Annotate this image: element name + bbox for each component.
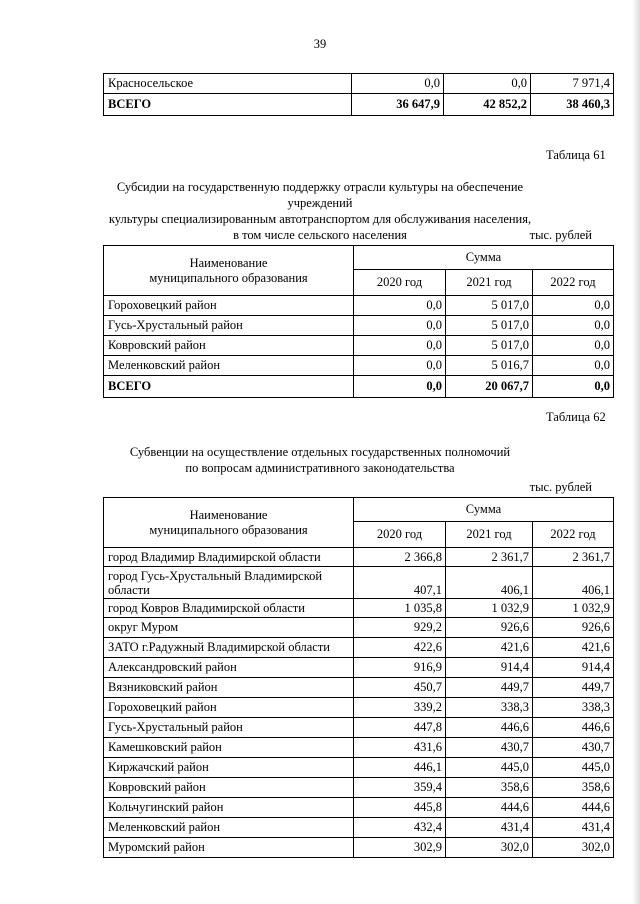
cell-2021: 20 067,7 <box>446 376 533 398</box>
cell-2021: 431,4 <box>446 818 533 838</box>
cell-2020: 431,6 <box>354 738 446 758</box>
cell-2022: 431,4 <box>533 818 614 838</box>
cell-2020: 422,6 <box>354 638 446 658</box>
sum-header: Сумма <box>354 246 614 270</box>
table61-title <box>90 179 550 243</box>
cell-name: город Ковров Владимирской области <box>104 599 354 618</box>
year-2021-header: 2021 год <box>446 270 533 296</box>
cell-name: город Владимир Владимирской области <box>104 548 354 567</box>
cell-2020: 0,0 <box>354 356 446 376</box>
header-row <box>104 498 614 522</box>
cell-2022: 38 460,3 <box>531 94 614 116</box>
total-row <box>104 376 614 398</box>
top-table <box>103 73 614 116</box>
cell-2021: 302,0 <box>446 838 533 858</box>
cell-2021: 926,6 <box>446 618 533 638</box>
table-row <box>104 567 614 599</box>
cell-name: Киржачский район <box>104 758 354 778</box>
cell-name: Ковровский район <box>104 778 354 798</box>
cell-2020: 447,8 <box>354 718 446 738</box>
cell-2021: 430,7 <box>446 738 533 758</box>
cell-name: Вязниковский район <box>104 678 354 698</box>
table61-caption: Таблица 61 <box>546 148 606 162</box>
year-2020-header: 2020 год <box>354 522 446 548</box>
cell-2021: 42 852,2 <box>444 94 531 116</box>
cell-name: Меленковский район <box>104 818 354 838</box>
cell-2020: 36 647,9 <box>352 94 444 116</box>
cell-2020: 446,1 <box>354 758 446 778</box>
table-row <box>104 336 614 356</box>
cell-2022: 7 971,4 <box>531 74 614 94</box>
cell-2020: 302,9 <box>354 838 446 858</box>
year-2020-header: 2020 год <box>354 270 446 296</box>
table-row <box>104 798 614 818</box>
cell-2021: 2 361,7 <box>446 548 533 567</box>
cell-2022: 302,0 <box>533 838 614 858</box>
table62 <box>103 497 614 858</box>
cell-2022: 0,0 <box>533 356 614 376</box>
cell-2021: 445,0 <box>446 758 533 778</box>
table-row <box>104 618 614 638</box>
header-line: муниципального образования <box>149 270 308 285</box>
cell-2022: 444,6 <box>533 798 614 818</box>
title-line: в том числе сельского населения <box>233 228 407 242</box>
table-row <box>104 838 614 858</box>
cell-2020: 0,0 <box>354 316 446 336</box>
cell-2020: 929,2 <box>354 618 446 638</box>
cell-2020: 0,0 <box>354 376 446 398</box>
cell-2020: 445,8 <box>354 798 446 818</box>
cell-2021: 5 016,7 <box>446 356 533 376</box>
cell-2022: 430,7 <box>533 738 614 758</box>
cell-2020: 0,0 <box>354 296 446 316</box>
sum-header: Сумма <box>354 498 614 522</box>
cell-2022: 406,1 <box>533 567 614 599</box>
cell-2020: 432,4 <box>354 818 446 838</box>
cell-name: ЗАТО г.Радужный Владимирской области <box>104 638 354 658</box>
table-row <box>104 296 614 316</box>
table-row <box>104 678 614 698</box>
table-row <box>104 74 614 94</box>
table-row <box>104 698 614 718</box>
cell-name: Кольчугинский район <box>104 798 354 818</box>
cell-name: Гусь-Хрустальный район <box>104 718 354 738</box>
table-row <box>104 638 614 658</box>
table-row <box>104 818 614 838</box>
cell-name: Муромский район <box>104 838 354 858</box>
header-line: муниципального образования <box>149 522 308 537</box>
title-line: Субвенции на осуществление отдельных государственных полномочий <box>129 445 511 459</box>
cell-2021: 5 017,0 <box>446 316 533 336</box>
cell-name: ВСЕГО <box>104 376 354 398</box>
cell-2022: 914,4 <box>533 658 614 678</box>
year-2022-header: 2022 год <box>533 522 614 548</box>
cell-2021: 5 017,0 <box>446 296 533 316</box>
table-row <box>104 599 614 618</box>
scan-edge <box>632 0 640 904</box>
cell-2022: 338,3 <box>533 698 614 718</box>
cell-2020: 0,0 <box>354 336 446 356</box>
cell-2022: 926,6 <box>533 618 614 638</box>
header-line: Наименование <box>189 255 268 270</box>
cell-name: Красносельское <box>104 74 352 94</box>
cell-2020: 407,1 <box>354 567 446 599</box>
header-line: Наименование <box>189 507 268 522</box>
cell-2022: 446,6 <box>533 718 614 738</box>
cell-2021: 444,6 <box>446 798 533 818</box>
title-line: Субсидии на государственную поддержку отрасли культуры на обеспечение учреждений <box>116 180 524 210</box>
cell-name: ВСЕГО <box>104 94 352 116</box>
title-line: культуры специализированным автотранспортом для обслуживания населения, <box>108 212 532 226</box>
cell-2020: 0,0 <box>352 74 444 94</box>
cell-2021: 1 032,9 <box>446 599 533 618</box>
cell-name: Гороховецкий район <box>104 296 354 316</box>
table62-title <box>90 444 550 476</box>
year-2022-header: 2022 год <box>533 270 614 296</box>
cell-2021: 449,7 <box>446 678 533 698</box>
cell-2022: 0,0 <box>533 376 614 398</box>
table-row <box>104 738 614 758</box>
cell-2021: 914,4 <box>446 658 533 678</box>
table-row <box>104 316 614 336</box>
cell-2021: 358,6 <box>446 778 533 798</box>
cell-2022: 0,0 <box>533 296 614 316</box>
table-row <box>104 658 614 678</box>
cell-2020: 450,7 <box>354 678 446 698</box>
cell-2022: 445,0 <box>533 758 614 778</box>
cell-name: город Гусь-Хрустальный Владимирской области <box>104 567 354 599</box>
title-line: по вопросам административного законодательства <box>185 461 455 475</box>
table-row <box>104 718 614 738</box>
page-number: 39 <box>313 37 327 51</box>
header-row <box>104 246 614 270</box>
cell-name: Меленковский район <box>104 356 354 376</box>
table61 <box>103 245 614 398</box>
total-row <box>104 94 614 116</box>
table-row <box>104 356 614 376</box>
cell-2021: 0,0 <box>444 74 531 94</box>
cell-2020: 339,2 <box>354 698 446 718</box>
name-column-header <box>104 498 354 548</box>
cell-name: округ Муром <box>104 618 354 638</box>
year-2021-header: 2021 год <box>446 522 533 548</box>
cell-2020: 2 366,8 <box>354 548 446 567</box>
cell-2020: 916,9 <box>354 658 446 678</box>
table-row <box>104 758 614 778</box>
table62-units: тыс. рублей <box>529 480 592 494</box>
cell-2022: 421,6 <box>533 638 614 658</box>
cell-2020: 359,4 <box>354 778 446 798</box>
name-column-header <box>104 246 354 296</box>
cell-2022: 449,7 <box>533 678 614 698</box>
cell-2022: 358,6 <box>533 778 614 798</box>
cell-2022: 0,0 <box>533 336 614 356</box>
table-row <box>104 778 614 798</box>
cell-2021: 421,6 <box>446 638 533 658</box>
cell-name: Камешковский район <box>104 738 354 758</box>
table61-units: тыс. рублей <box>529 228 592 242</box>
cell-name: Александровский район <box>104 658 354 678</box>
cell-name: Ковровский район <box>104 336 354 356</box>
cell-2021: 406,1 <box>446 567 533 599</box>
cell-name: Гороховецкий район <box>104 698 354 718</box>
cell-2022: 1 032,9 <box>533 599 614 618</box>
cell-2022: 0,0 <box>533 316 614 336</box>
cell-2020: 1 035,8 <box>354 599 446 618</box>
cell-2021: 446,6 <box>446 718 533 738</box>
cell-2022: 2 361,7 <box>533 548 614 567</box>
cell-2021: 338,3 <box>446 698 533 718</box>
cell-2021: 5 017,0 <box>446 336 533 356</box>
table-row <box>104 548 614 567</box>
cell-name: Гусь-Хрустальный район <box>104 316 354 336</box>
table62-caption: Таблица 62 <box>546 410 606 424</box>
